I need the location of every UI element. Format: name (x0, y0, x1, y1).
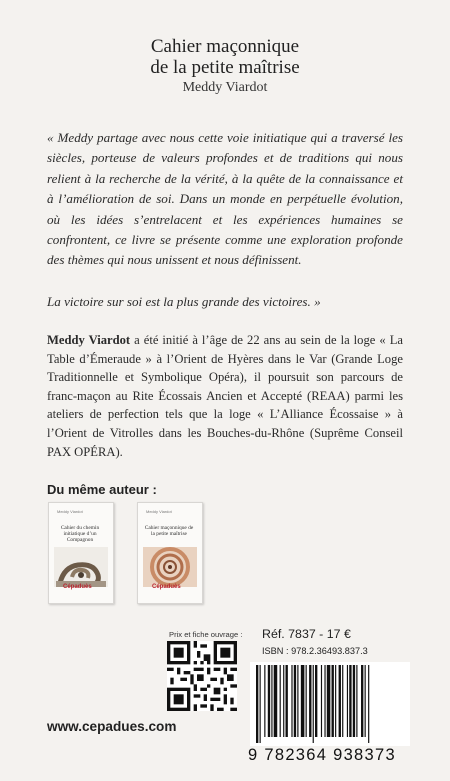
barcode-bar (327, 665, 331, 737)
barcode-bar (349, 665, 351, 737)
book-title-line-1: Cahier maçonnique (150, 36, 300, 57)
publisher-website-link[interactable]: www.cepadues.com (47, 719, 177, 734)
barcode-bar (313, 665, 314, 743)
barcode-bar (274, 665, 278, 737)
author-bio (47, 331, 403, 461)
barcode-bar (315, 665, 317, 737)
book-1-title: Cahier du chemin initiatique d’un Compagnon (60, 525, 100, 544)
isbn: ISBN : 978.2.36493.837.3 (262, 646, 368, 656)
barcode-bar (353, 665, 355, 737)
barcode-bar (301, 665, 305, 737)
barcode-bar (309, 665, 311, 737)
book-2-publisher: Cépaduès (152, 584, 181, 590)
barcode-bar (271, 665, 272, 737)
back-cover-quote: « Meddy partage avec nous cette voie initiatique qui a traversé les siècles, porteuse de valeurs profondes et de traditions qui nous relient à la recherche de la vérité, à la quête de la connaissance et à l’amélioration de soi. Dans un monde en perpétuelle évolution, où les idées s’entrelacent et les expériences humaines se confrontent, ce livre se présente comme une exploration profonde des thèmes qui nous unissent et nous définissent. (47, 130, 403, 268)
barcode-bar (280, 665, 281, 737)
spiral-staircase-illustration-1 (54, 547, 108, 587)
barcode-bar (291, 665, 292, 737)
barcode-bar (306, 665, 307, 737)
barcode-bar (264, 665, 265, 737)
barcode-bar (332, 665, 334, 737)
barcode-bar (339, 665, 341, 737)
book-author: Meddy Viardot (182, 80, 268, 95)
book-title-line-2: de la petite maîtrise (150, 57, 300, 78)
prix-fiche-label: Prix et fiche ouvrage : (169, 630, 243, 639)
barcode-bar (294, 665, 296, 737)
author-bio-text: a été initié à l’âge de 22 ans au sein de la loge « La Table d’Émeraude » à l’Orient de Hyères dans le Var (Grande Loge Traditionnelle et Symbolique Opéra), il poursuit son parcours de franc-maçon au Rite Écossais Ancien et Accepté (REAA) parmi les ateliers de perfection tels que la loge « L’Alliance Écossaise » à l’Orient de Vitrolles dans les Bouches-du-Rhône (Suprême Conseil PAX OPÉRA). (47, 333, 403, 459)
spiral-staircase-illustration-2 (143, 547, 197, 587)
barcode-bar (356, 665, 357, 737)
barcode-bar (324, 665, 325, 737)
barcode-bar (256, 665, 258, 743)
barcode-bar (297, 665, 298, 737)
barcode-bar (347, 665, 348, 737)
barcode-area (250, 662, 410, 746)
book-1-publisher: Cépaduès (63, 584, 92, 590)
barcode-bar (321, 665, 322, 737)
barcode-bar (368, 665, 369, 743)
book-cover-thumbnail-2 (137, 502, 203, 604)
du-meme-auteur-heading: Du même auteur : (47, 482, 157, 497)
book-1-author: Meddy Viardot (57, 509, 83, 514)
barcode-bar (365, 665, 366, 737)
barcode-bar (268, 665, 270, 737)
book-2-title: Cahier maçonnique de la petite maîtrise (144, 525, 194, 538)
book-2-author: Meddy Viardot (146, 509, 172, 514)
barcode-icon (256, 665, 404, 743)
book-cover-thumbnail-1 (48, 502, 114, 604)
author-bio-name: Meddy Viardot (47, 333, 131, 347)
barcode-bar (335, 665, 336, 737)
barcode-bar (283, 665, 284, 737)
barcode-digits: 9 782364 938373 (248, 746, 396, 764)
back-cover-quote-closing: La victoire sur soi est la plus grande des victoires. » (47, 294, 321, 309)
barcode-bar (342, 665, 343, 737)
reference-price: Réf. 7837 - 17 € (262, 627, 351, 641)
barcode-bar (260, 665, 261, 743)
barcode-bar (361, 665, 363, 737)
qr-code-icon[interactable] (167, 641, 237, 711)
barcode-bar (286, 665, 288, 737)
